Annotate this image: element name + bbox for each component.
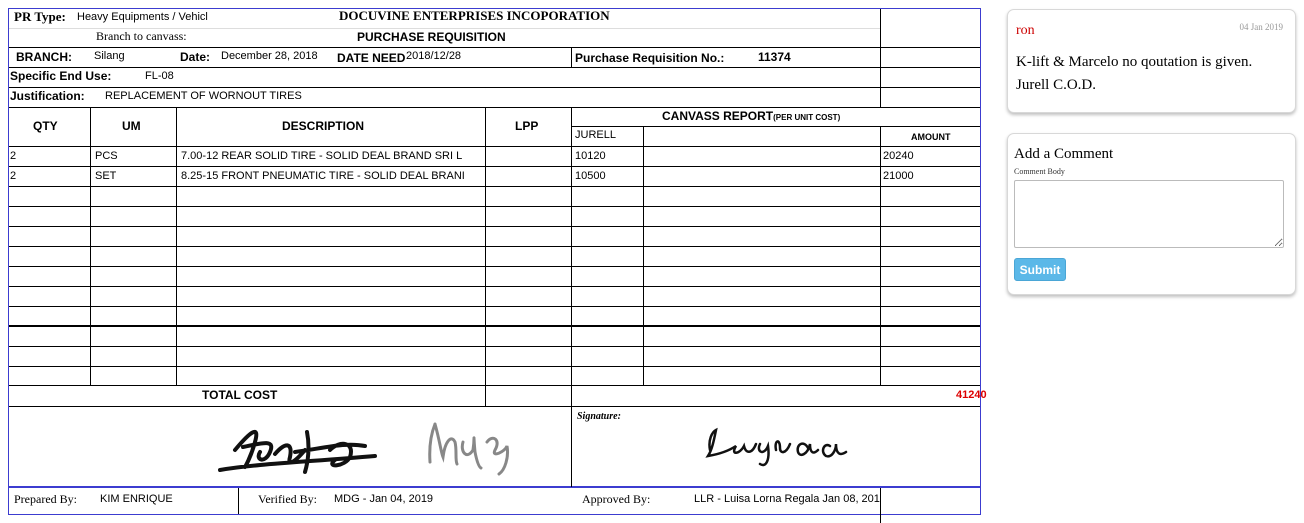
row-2-um: SET <box>95 170 117 182</box>
row-2-jurell-price: 10500 <box>575 170 606 182</box>
comment-date: 04 Jan 2019 <box>1239 22 1283 32</box>
footer-top-border <box>8 486 981 488</box>
add-comment-title: Add a Comment <box>1014 146 1114 162</box>
company-name: DOCUVINE ENTERPRISES INCOPORATION <box>339 8 610 23</box>
justification-label: Justification: <box>10 89 85 103</box>
prepared-signature-image <box>215 412 390 482</box>
form-right-border <box>980 8 981 515</box>
col-um-header: UM <box>122 119 141 133</box>
date-need-label: DATE NEED <box>337 51 406 65</box>
comment-body-label: Comment Body <box>1014 167 1065 176</box>
total-cost-label: TOTAL COST <box>202 388 278 402</box>
verified-by-label: Verified By: <box>258 492 317 506</box>
pr-type-value: Heavy Equipments / Vehicl <box>77 11 208 23</box>
supplier-jurell-header: JURELL <box>575 129 616 141</box>
verified-signature-image <box>415 412 535 482</box>
row-2-amount: 21000 <box>883 170 914 182</box>
form-bottom-border <box>8 514 981 515</box>
comment-body-line-1: K-lift & Marcelo no qoutation is given. <box>1016 54 1253 70</box>
end-use-label: Specific End Use: <box>10 69 112 83</box>
date-need-value: 2018/12/28 <box>406 50 462 62</box>
branch-value: Silang <box>94 50 125 62</box>
prepared-by-label: Prepared By: <box>14 492 77 506</box>
date-label: Date: <box>180 50 211 64</box>
signature-label: Signature: <box>577 411 621 422</box>
approved-signature-image <box>700 420 875 470</box>
row-1-amount: 20240 <box>883 150 914 162</box>
canvass-report-title: CANVASS REPORT(PER UNIT COST) <box>662 109 841 123</box>
submit-button[interactable]: Submit <box>1014 258 1066 281</box>
total-cost-value: 41240 <box>956 389 987 401</box>
pr-type-label: PR Type: <box>14 9 66 24</box>
row-2-description: 8.25-15 FRONT PNEUMATIC TIRE - SOLID DEAL BRANI <box>181 170 465 182</box>
branch-label: BRANCH: <box>16 50 72 64</box>
row-1-qty: 2 <box>10 150 17 162</box>
end-use-value: FL-08 <box>145 70 174 82</box>
amount-header: AMOUNT <box>911 132 951 142</box>
form-left-border <box>8 8 9 515</box>
date-value: December 28, 2018 <box>221 50 318 62</box>
justification-value: REPLACEMENT OF WORNOUT TIRES <box>105 90 302 102</box>
row-1-um: PCS <box>95 150 118 162</box>
col-description-header: DESCRIPTION <box>282 119 365 133</box>
pr-number-label: Purchase Requisition No.: <box>575 51 725 65</box>
comment-body-textarea[interactable] <box>1014 180 1284 248</box>
row-1-description: 7.00-12 REAR SOLID TIRE - SOLID DEAL BRAND SRI L <box>181 150 463 162</box>
form-title: PURCHASE REQUISITION <box>357 30 506 44</box>
comment-author: ron <box>1016 23 1035 38</box>
verified-by-value: MDG - Jan 04, 2019 <box>334 493 434 505</box>
approved-by-label: Approved By: <box>582 492 651 506</box>
approved-by-value: LLR - Luisa Lorna Regala Jan 08, 201 <box>694 493 880 505</box>
row-2-qty: 2 <box>10 170 17 182</box>
comment-card <box>1007 9 1296 113</box>
col-lpp-header: LPP <box>515 119 539 133</box>
pr-number-value: 11374 <box>758 50 791 64</box>
prepared-by-value: KIM ENRIQUE <box>100 493 173 505</box>
add-comment-card <box>1007 133 1296 295</box>
branch-to-canvass-label: Branch to canvass: <box>96 29 187 43</box>
comment-body-line-2: Jurell C.O.D. <box>1016 77 1096 93</box>
col-qty-header: QTY <box>33 119 58 133</box>
row-1-jurell-price: 10120 <box>575 150 606 162</box>
